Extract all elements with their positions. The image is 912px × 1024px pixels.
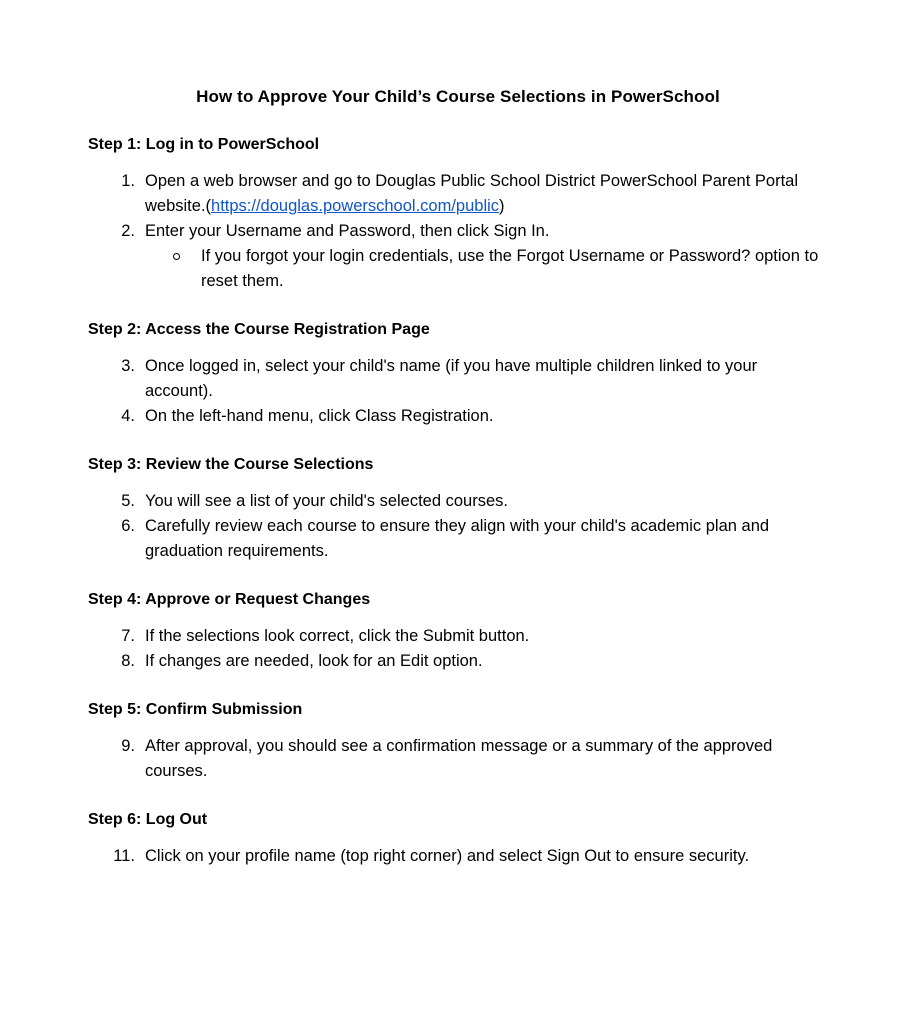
section-step-2 [88, 320, 828, 429]
list-marker: 8. [121, 652, 135, 671]
list-marker: 1. [121, 172, 135, 191]
section-heading-step-1: Step 1: Log in to PowerSchool [88, 136, 320, 154]
section-step-3 [88, 455, 828, 564]
list-item [88, 489, 828, 514]
circle-bullet-icon [173, 253, 180, 260]
list-marker: 11. [113, 847, 135, 866]
document-body [88, 86, 828, 895]
section-heading-step-6: Step 6: Log Out [88, 811, 208, 829]
step-list-4 [88, 624, 828, 674]
list-item [88, 404, 828, 429]
list-marker: 9. [121, 737, 135, 756]
list-item-text: Once logged in, select your child's name (if you have multiple children linked to your account). [145, 357, 758, 401]
list-item [88, 219, 828, 294]
list-item [88, 514, 828, 564]
sub-list-item-text: If you forgot your login credentials, use the Forgot Username or Password? option to reset them. [201, 247, 819, 291]
list-item-text: Carefully review each course to ensure they align with your child's academic plan and graduation requirements. [145, 517, 770, 561]
section-step-4 [88, 590, 828, 674]
list-marker: 5. [121, 492, 135, 511]
section-step-1 [88, 135, 828, 294]
section-heading-step-5: Step 5: Confirm Submission [88, 701, 303, 719]
section-heading-step-4: Step 4: Approve or Request Changes [88, 591, 371, 609]
list-marker: 7. [121, 627, 135, 646]
list-item-text: Click on your profile name (top right corner) and select Sign Out to ensure security. [145, 847, 750, 866]
list-item-text-after-link: ) [499, 197, 505, 216]
list-item [88, 649, 828, 674]
list-item-text: If changes are needed, look for an Edit option. [145, 652, 483, 671]
list-item-text: Enter your Username and Password, then click Sign In. [145, 222, 550, 241]
section-step-6 [88, 810, 828, 869]
list-item [88, 169, 828, 219]
section-step-5 [88, 700, 828, 784]
list-item-text: After approval, you should see a confirmation message or a summary of the approved courses. [145, 737, 773, 781]
list-marker: 6. [121, 517, 135, 536]
list-item-text: If the selections look correct, click the Submit button. [145, 627, 530, 646]
step-list-5 [88, 734, 828, 784]
list-item-text: On the left-hand menu, click Class Registration. [145, 407, 494, 426]
step-list-3 [88, 489, 828, 564]
step-list-1 [88, 169, 828, 294]
sub-list-item [145, 244, 828, 294]
list-marker: 4. [121, 407, 135, 426]
section-heading-step-2: Step 2: Access the Course Registration Page [88, 321, 430, 339]
step-list-6 [88, 844, 828, 869]
list-item [88, 624, 828, 649]
list-item [88, 354, 828, 404]
list-item-text: You will see a list of your child's selected courses. [145, 492, 508, 511]
list-item [88, 734, 828, 784]
list-marker: 2. [121, 222, 135, 241]
step-list-2 [88, 354, 828, 429]
page-title: How to Approve Your Child’s Course Selections in PowerSchool [196, 87, 720, 106]
sub-list [145, 244, 828, 294]
list-marker: 3. [121, 357, 135, 376]
list-item [88, 844, 828, 869]
list-item-text-before-link: Open a web browser and go to Douglas Public School District PowerSchool Parent Portal website.( [145, 172, 799, 216]
section-heading-step-3: Step 3: Review the Course Selections [88, 456, 374, 474]
powerschool-parent-portal-link[interactable]: https://douglas.powerschool.com/public [211, 197, 500, 216]
